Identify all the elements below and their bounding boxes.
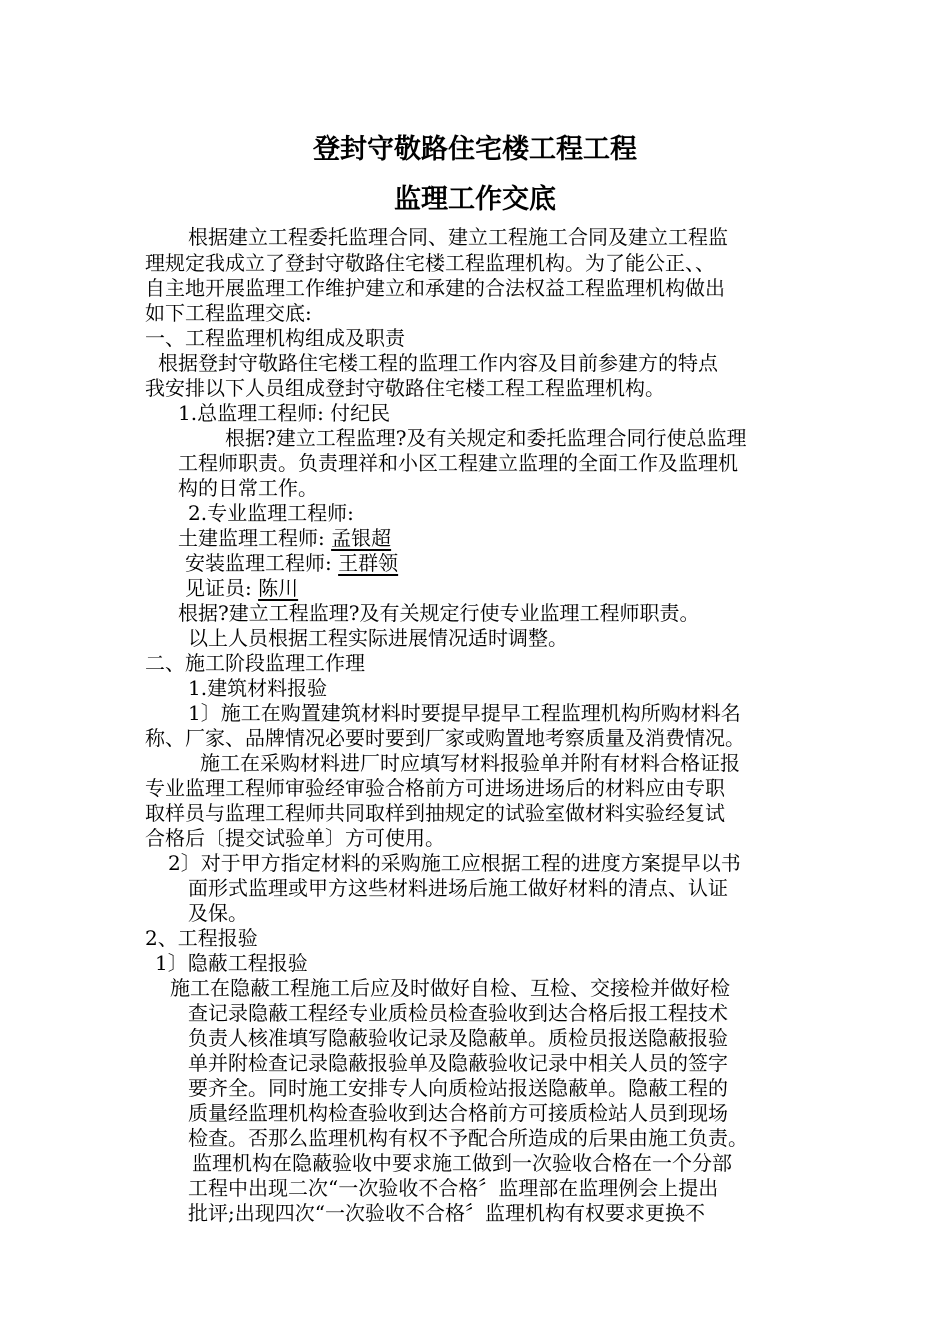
body-line: 单并附检查记录隐蔽报验单及隐蔽验收记录中相关人员的签字 (188, 1051, 728, 1075)
body-line: 面形式监理或甲方这些材料进场后施工做好材料的清点、认证 (188, 876, 728, 900)
body-line: 称、厂家、品牌情况必要时要到厂家或购置地考察质量及消费情况。 (145, 726, 745, 750)
body-line: 自主地开展监理工作维护建立和承建的合法权益工程监理机构做出 (145, 276, 725, 300)
body-line: 1.总监理工程师: 付纪民 (178, 401, 391, 425)
install-engineer-label: 安装监理工程师: (185, 551, 339, 575)
subsection-heading: 1〕隐蔽工程报验 (155, 951, 308, 975)
body-line: 理规定我成立了登封守敬路住宅楼工程监理机构。为了能公正、、 (145, 251, 715, 275)
body-line: 根据建立工程委托监理合同、建立工程施工合同及建立工程监 (188, 225, 728, 249)
body-line: 检查。否那么监理机构有权不予配合所造成的后果由施工负责。 (188, 1126, 748, 1150)
body-line: 以上人员根据工程实际进展情况适时调整。 (188, 626, 568, 650)
body-line: 1〕施工在购置建筑材料时要提早提早工程监理机构所购材料名 (188, 701, 741, 725)
body-line: 根据登封守敬路住宅楼工程的监理工作内容及目前参建方的特点 (158, 351, 718, 375)
document-title: 登封守敬路住宅楼工程工程 (313, 134, 637, 165)
body-line: 根据?建立工程监理?及有关规定和委托监理合同行使总监理 (225, 426, 747, 450)
subsection-heading: 1.建筑材料报验 (188, 676, 328, 700)
install-engineer-row (185, 550, 398, 576)
civil-engineer-label: 土建监理工程师: (178, 526, 332, 550)
body-line: 及保。 (188, 901, 248, 925)
body-line: 施工在采购材料进厂时应填写材料报验单并附有材料合格证报 (200, 751, 740, 775)
section-heading: 一、工程监理机构组成及职责 (145, 326, 405, 350)
body-line: 工程中出现二次“一次验收不合格〞监理部在监理例会上提出 (188, 1176, 719, 1200)
body-line: 要齐全。同时施工安排专人向质检站报送隐蔽单。隐蔽工程的 (188, 1076, 728, 1100)
body-line: 构的日常工作。 (178, 476, 318, 500)
body-line: 合格后〔提交试验单〕方可使用。 (145, 826, 445, 850)
body-line: 批评;出现四次“一次验收不合格〞监理机构有权要求更换不 (188, 1201, 705, 1225)
body-line: 取样员与监理工程师共同取样到抽规定的试验室做材料实验经复试 (145, 801, 725, 825)
civil-engineer-name: 孟银超 (331, 526, 392, 550)
body-line: 质量经监理机构检查验收到达合格前方可接质检站人员到现场 (188, 1101, 728, 1125)
body-line: 工程师职责。负责理祥和小区工程建立监理的全面工作及监理机 (178, 451, 738, 475)
witness-label: 见证员: (185, 576, 259, 600)
witness-name: 陈川 (258, 576, 299, 600)
body-line: 施工在隐蔽工程施工后应及时做好自检、互检、交接检并做好检 (170, 976, 730, 1000)
body-line: 监理机构在隐蔽验收中要求施工做到一次验收合格在一个分部 (192, 1151, 732, 1175)
body-line: 我安排以下人员组成登封守敬路住宅楼工程工程监理机构。 (145, 376, 665, 400)
body-line: 负责人核准填写隐蔽验收记录及隐蔽单。质检员报送隐蔽报验 (188, 1026, 728, 1050)
body-line: 如下工程监理交底: (145, 301, 312, 325)
body-line: 查记录隐蔽工程经专业质检员检查验收到达合格后报工程技术 (188, 1001, 728, 1025)
section-heading: 2、工程报验 (145, 926, 258, 950)
document-subtitle: 监理工作交底 (394, 184, 556, 215)
body-line: 专业监理工程师审验经审验合格前方可进场进场后的材料应由专职 (145, 776, 725, 800)
body-line: 2〕对于甲方指定材料的采购施工应根据工程的进度方案提早以书 (168, 851, 741, 875)
body-line: 根据?建立工程监理?及有关规定行使专业监理工程师职责。 (178, 601, 700, 625)
witness-row (185, 575, 298, 601)
section-heading: 二、施工阶段监理工作理 (145, 651, 365, 675)
body-line: 2.专业监理工程师: (188, 501, 354, 525)
install-engineer-name: 王群领 (338, 551, 399, 575)
civil-engineer-row (178, 525, 391, 551)
